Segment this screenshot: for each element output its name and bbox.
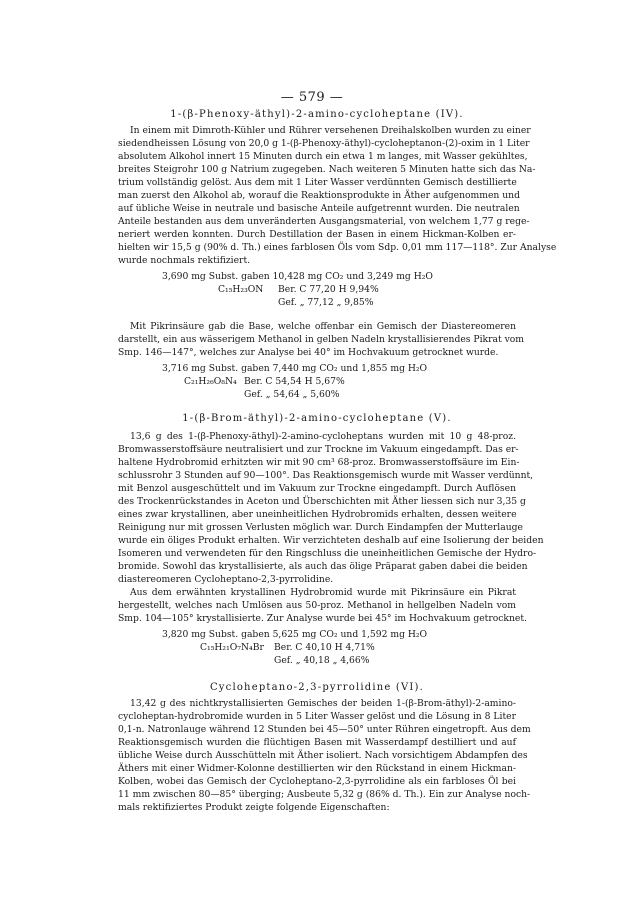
text-line: des Trockenrückstandes in Aceton und Überschichten mit Äther liessen sich nur 3,35 g bbox=[118, 496, 526, 507]
analysis-gef-row bbox=[162, 654, 427, 667]
section-heading-vi: Cycloheptano-2,3-pyrrolidine (VI). bbox=[209, 682, 425, 693]
analysis-formula: C₁₅H₂₁O₇N₄Br bbox=[200, 642, 264, 653]
analysis-formula-row bbox=[162, 375, 427, 388]
text-line: 11 mm zwischen 80—85° überging; Ausbeute 5,32 g (86% d. Th.). Ein zur Analyse noch- bbox=[118, 789, 531, 800]
text-line: eines zwar krystallinen, aber uneinheitlichen Hydrobromids erhalten, dessen weitere bbox=[118, 509, 517, 520]
text-line: Anteile bestanden aus dem unveränderten Ausgangsmaterial, von welchem 1,77 g rege- bbox=[118, 216, 530, 227]
paragraph-iv-preparation bbox=[118, 124, 557, 267]
analysis-line: 3,820 mg Subst. gaben 5,625 mg CO₂ und 1,592 mg H₂O bbox=[162, 629, 428, 640]
paragraph-v-picrate bbox=[118, 586, 527, 625]
text-line: Reaktionsgemisch wurden die flüchtigen Basen mit Wasserdampf destilliert und auf bbox=[118, 737, 516, 748]
text-line: cycloheptan-hydrobromide wurden in 5 Liter Wasser gelöst und die Lösung in 8 Liter bbox=[118, 711, 516, 722]
analysis-line: 3,690 mg Subst. gaben 10,428 mg CO₂ und 3,249 mg H₂O bbox=[162, 271, 433, 282]
text-line: hergestellt, welches nach Umlösen aus 50-proz. Methanol in hellgelben Nadeln vom bbox=[118, 600, 516, 611]
paragraph-v-preparation bbox=[118, 430, 544, 586]
section-heading-iv: 1-(β-Phenoxy-äthyl)-2-amino-cycloheptane (IV). bbox=[170, 109, 464, 120]
text-line: diastereomeren Cycloheptano-2,3-pyrrolidine. bbox=[118, 574, 334, 585]
text-line: Aus dem erwähnten krystallinen Hydrobromid wurde mit Pikrinsäure ein Pikrat bbox=[130, 587, 516, 598]
text-line: Smp. 104—105° krystallisierte. Zur Analyse wurde bei 45° im Hochvakuum getrocknet. bbox=[118, 613, 527, 624]
analysis-formula-row bbox=[162, 641, 427, 654]
analysis-formula: C₂₁H₂₆O₈N₄ bbox=[184, 376, 237, 387]
analysis-gef: Gef. „ 77,12 „ 9,85% bbox=[278, 297, 374, 308]
analysis-block-v bbox=[162, 628, 427, 667]
text-line: absolutem Alkohol innert 15 Minuten durch ein etwa 1 m langes, mit Wasser gekühltes, bbox=[118, 151, 528, 162]
text-line: wurde nochmals rektifiziert. bbox=[118, 255, 251, 266]
text-line: trium vollständig gelöst. Aus dem mit 1 Liter Wasser verdünnten Gemisch destillierte bbox=[118, 177, 517, 188]
text-line: Smp. 146—147°, welches zur Analyse bei 40° im Hochvakuum getrocknet wurde. bbox=[118, 347, 499, 358]
text-line: bromide. Sowohl das krystallisierte, als auch das ölige Präparat gaben dabei die beiden bbox=[118, 561, 528, 572]
text-line: Bromwasserstoffsäure neutralisiert und zur Trockne im Vakuum eingedampft. Das er- bbox=[118, 444, 519, 455]
section-heading-v: 1-(β-Brom-äthyl)-2-amino-cycloheptane (V). bbox=[182, 413, 452, 424]
page-number: — 579 — bbox=[280, 90, 344, 105]
text-line: mals rektifiziertes Produkt zeigte folgende Eigenschaften: bbox=[118, 802, 390, 813]
analysis-gef: Gef. „ 54,64 „ 5,60% bbox=[244, 389, 340, 400]
text-line: Reinigung nur mit grossen Verlusten möglich war. Durch Eindampfen der Mutterlauge bbox=[118, 522, 523, 533]
text-line: auf übliche Weise in neutrale und basische Anteile aufgetrennt wurden. Die neutralen bbox=[118, 203, 520, 214]
paragraph-vi-preparation bbox=[118, 697, 531, 814]
analysis-ber: Ber. C 77,20 H 9,94% bbox=[278, 284, 379, 295]
analysis-formula-row bbox=[162, 283, 433, 296]
text-line: Äthers mit einer Widmer-Kolonne destillierten wir den Rückstand in einem Hickman- bbox=[118, 763, 516, 774]
text-line: breites Steigrohr 100 g Natrium zugegeben. Nach weiteren 5 Minuten hatte sich das Na- bbox=[118, 164, 536, 175]
text-line: schlussrohr 3 Stunden auf 90—100°. Das Reaktionsgemisch wurde mit Wasser verdünnt, bbox=[118, 470, 534, 481]
analysis-line: 3,716 mg Subst. gaben 7,440 mg CO₂ und 1,855 mg H₂O bbox=[162, 363, 428, 374]
text-line: In einem mit Dimroth-Kühler und Rührer versehenen Dreihalskolben wurden zu einer bbox=[130, 125, 531, 136]
analysis-formula: C₁₅H₂₃ON bbox=[218, 284, 264, 295]
text-line: mit Benzol ausgeschüttelt und im Vakuum zur Trockne eingedampft. Durch Auflösen bbox=[118, 483, 516, 494]
text-line: Kolben, wobei das Gemisch der Cycloheptano-2,3-pyrrolidine als ein farbloses Öl bei bbox=[118, 776, 516, 787]
analysis-ber: Ber. C 40,10 H 4,71% bbox=[274, 642, 375, 653]
text-line: Isomeren und verwendeten für den Ringschluss die uneinheitlichen Gemische der Hydro- bbox=[118, 548, 537, 559]
text-line: hielten wir 15,5 g (90% d. Th.) eines farblosen Öls vom Sdp. 0,01 mm 117—118°. Zur Analyse bbox=[118, 242, 557, 253]
text-line: haltene Hydrobromid erhitzten wir mit 90 cm³ 68-proz. Bromwasserstoffsäure im Ein- bbox=[118, 457, 520, 468]
analysis-ber: Ber. C 54,54 H 5,67% bbox=[244, 376, 345, 387]
text-line: übliche Weise durch Ausschütteln mit Äther isoliert. Nach vorsichtigem Abdampfen des bbox=[118, 750, 528, 761]
text-line: darstellt, ein aus wässerigem Methanol in gelben Nadeln krystallisierendes Pikrat vom bbox=[118, 334, 525, 345]
text-line: 13,42 g des nichtkrystallisierten Gemisches der beiden 1-(β-Brom-äthyl)-2-amino- bbox=[130, 698, 516, 709]
text-line: Mit Pikrinsäure gab die Base, welche offenbar ein Gemisch der Diastereomeren bbox=[130, 321, 516, 332]
analysis-gef-row bbox=[162, 388, 427, 401]
text-line: 13,6 g des 1-(β-Phenoxy-äthyl)-2-amino-cycloheptans wurden mit 10 g 48-proz. bbox=[130, 431, 516, 442]
text-line: neriert werden konnten. Durch Destillation der Basen in einem Hickman-Kolben er- bbox=[118, 229, 516, 240]
paragraph-iv-picrate bbox=[118, 320, 525, 359]
analysis-block-iv bbox=[162, 270, 433, 309]
analysis-gef-row bbox=[162, 296, 433, 309]
analysis-block-iv-picrate bbox=[162, 362, 427, 401]
text-line: wurde ein öliges Produkt erhalten. Wir verzichteten deshalb auf eine Isolierung der beiden bbox=[118, 535, 544, 546]
text-line: siedendheissen Lösung von 20,0 g 1-(β-Phenoxy-äthyl)-cycloheptanon-(2)-oxim in 1 Liter bbox=[118, 138, 530, 149]
text-line: man zuerst den Alkohol ab, worauf die Reaktionsprodukte in Äther aufgenommen und bbox=[118, 190, 520, 201]
text-line: 0,1-n. Natronlauge während 12 Stunden bei 45—50° unter Rühren eingetropft. Aus dem bbox=[118, 724, 531, 735]
analysis-gef: Gef. „ 40,18 „ 4,66% bbox=[274, 655, 370, 666]
